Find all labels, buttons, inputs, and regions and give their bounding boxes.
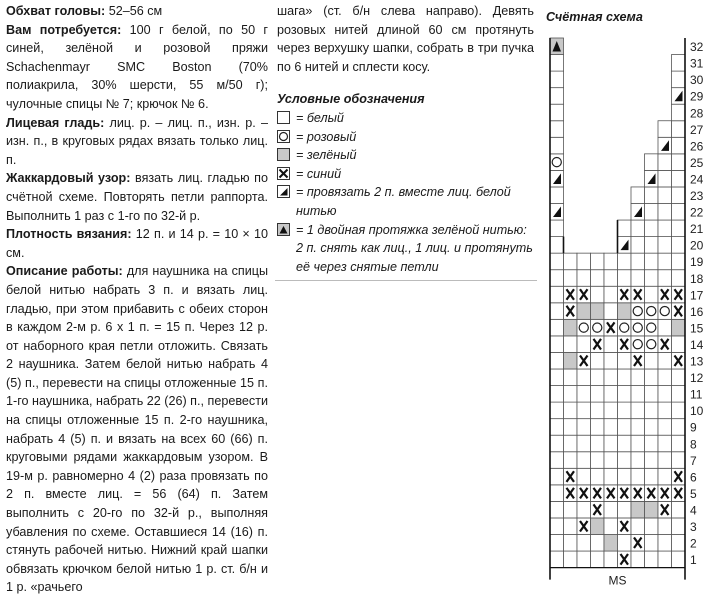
chart-cell [618,386,632,403]
chart-cell [672,435,686,452]
chart-cell [591,352,605,369]
row-label: 31 [690,56,704,71]
chart-cell [564,319,578,336]
chart-cell [645,369,659,386]
chart-cell [564,336,578,353]
chart-cell [658,468,672,485]
row-label: 19 [690,255,704,270]
chart-cell [591,452,605,469]
chart-cell [550,204,564,221]
row-label: 13 [690,354,704,369]
chart-cell [591,468,605,485]
chart-cell [672,187,686,204]
cross-symbol-icon [277,167,290,180]
chart-cell [658,319,672,336]
chart-cell [618,237,632,254]
chart-cell [564,270,578,287]
chart-cell [550,369,564,386]
chart-cell [645,386,659,403]
chart-cell [645,253,659,270]
chart-cell [631,435,645,452]
chart-cell [564,386,578,403]
row-label: 6 [690,470,697,485]
chart-ms-label: MS [608,573,627,588]
chart-cell [591,303,605,320]
row-label: 11 [690,387,703,402]
chart-cell [631,501,645,518]
chart-cell [550,485,564,502]
chart-cell [618,270,632,287]
chart-cell [672,170,686,187]
chart-cell [658,170,672,187]
chart-cell [672,386,686,403]
chart-cell [604,402,618,419]
chart-cell [577,253,591,270]
chart-cell [591,419,605,436]
chart-cell [631,386,645,403]
chart-cell [577,551,591,568]
head-size-line [6,2,268,21]
chart-cell [618,468,632,485]
chart-cell [604,286,618,303]
triangle-symbol-icon [277,185,290,198]
chart-cell [672,137,686,154]
instructions-column [6,2,268,597]
description-label: Описание работы: [6,264,123,279]
row-label: 30 [690,73,704,88]
chart-cell [631,518,645,535]
row-label: 8 [690,437,697,452]
chart-cell [550,170,564,187]
chart-cell [618,435,632,452]
description-text: для наушника на спицы белой нитью набрать 3 п. и вязать лиц. гладью, при этом прибавить с обеих сторон в каждом 2-м р. 6 х 1 п. = 15 п. Через 12 р. от наборного края петли отложить. Связать 2 наушника. Затем белой нитью набрать 4 (5) п., перевести на спицы отложенные 15 п. 1-го наушника, набрать 22 (26) п., перевести на спицы отложенные 15 п. 2-го наушника, набрать 4 (5) п. и вязать на всех 60 (66) п. круговыми рядами жаккардовым узором. В 19-м р. равномерно 4 (2) раза провязать по 2 п. вместе лиц. = 56 (64) п. Затем выполнить с 20-го по 32-й р., выполняя убавления по схеме. Оставшиеся 14 (16) п. стянуть рабочей нитью. Нижний край шапки обвязать крючком белой нитью 1 р. ст. б/н и 1 р. «рачьего [6,264,268,595]
chart-cell [550,352,564,369]
chart-cell [672,71,686,88]
chart-cell [550,71,564,88]
jacquard-text: вязать лиц. гладью по счётной схеме. Повторять петли раппорта. Выполнить 1 раз с 1-го по 32-й р. [6,171,269,223]
chart-cell [645,170,659,187]
chart-cell [672,535,686,552]
density-text: 12 п. и 14 р. = 10 × 10 см. [6,227,268,260]
head-size-label: Обхват головы: [6,4,106,18]
materials-text: 100 г белой, по 50 г синей, зелёной и розовой пряжи Schachenmayr SMC Boston (70% полиакрила, 30% шерсти, 55 м/50 г); чулочные спицы № 7; крючок № 6. [6,22,268,111]
row-label: 22 [690,205,704,220]
chart-cell [591,518,605,535]
chart-cell [645,535,659,552]
chart-cell [631,402,645,419]
chart-cell [618,369,632,386]
legend-item-gray-triangle [277,221,534,277]
chart-cell [604,386,618,403]
chart-cell [658,419,672,436]
legend-text: = 1 двойная протяжка зелёной нитью: 2 п. снять как лиц., 1 лиц. и протянуть её через снятые петли [296,222,533,274]
row-label: 29 [690,89,704,104]
density-label: Плотность вязания: [6,227,132,242]
chart-cell [672,104,686,121]
chart-cell [604,551,618,568]
continuation-text: шага» (ст. б/н слева направо). Девять розовых нитей длиной 60 см протянуть через верхушку шапки, собрать в три пучка по 6 нитей и сплести косу. [277,4,534,74]
chart-cell [618,452,632,469]
chart-cell [577,270,591,287]
row-label: 1 [690,553,697,568]
chart-cell [658,452,672,469]
chart-cell [658,386,672,403]
row-label: 3 [690,520,697,534]
row-label: 23 [690,189,704,203]
chart-cell [672,501,686,518]
row-label: 26 [690,139,704,154]
chart-cell [645,204,659,221]
chart-cell [631,419,645,436]
chart-cell [672,452,686,469]
chart-cell [645,352,659,369]
chart-cell [672,419,686,436]
chart-cell [631,187,645,204]
row-label: 15 [690,321,704,336]
legend-item-blank [277,109,534,128]
chart-cell [550,55,564,72]
chart-cell [577,402,591,419]
chart-cell [564,551,578,568]
chart-cell [550,319,564,336]
chart-cell [645,435,659,452]
chart-cell [604,369,618,386]
chart-cell [645,419,659,436]
row-label: 27 [690,122,704,137]
legend-rows [277,109,534,276]
chart-cell [564,452,578,469]
chart-cell [577,369,591,386]
chart-cell [658,551,672,568]
chart-cell [631,220,645,237]
chart-cell [604,352,618,369]
chart-cell [645,518,659,535]
chart-cell [604,518,618,535]
chart-cell [631,452,645,469]
chart-cell [604,468,618,485]
chart-cell [550,452,564,469]
chart-cell [672,319,686,336]
continuation-column [277,2,534,276]
chart-cell [591,286,605,303]
jacquard-paragraph [6,169,268,225]
chart-cell [618,352,632,369]
chart-cell [631,237,645,254]
chart-cell [658,352,672,369]
chart-cell [604,501,618,518]
row-label: 24 [690,172,704,187]
chart-cell [591,386,605,403]
chart-cell [658,535,672,552]
chart-cell [645,187,659,204]
chart-cell [550,518,564,535]
stockinette-text: лиц. р. – лиц. п., изн. р. – изн. п., в круговых рядах вязать только лиц. п. [6,115,268,167]
chart-cell [658,402,672,419]
chart-cell [658,518,672,535]
stockinette-paragraph [6,114,268,170]
row-label: 4 [690,503,697,518]
chart-cell [618,501,632,518]
chart-cell [550,187,564,204]
row-label: 32 [690,40,704,55]
chart-cell [604,535,618,552]
row-label: 5 [690,486,697,501]
chart-cell [564,253,578,270]
chart-cell [550,386,564,403]
chart-cell [658,121,672,138]
circle-symbol-icon [277,130,290,143]
chart-cell [550,121,564,138]
chart-cell [564,369,578,386]
chart-cell [564,501,578,518]
chart-cell [564,402,578,419]
chart-cell [550,286,564,303]
chart-cell [550,468,564,485]
description-paragraph [6,262,268,597]
legend-item-gray [277,146,534,165]
chart-cell [577,336,591,353]
chart-cell [591,270,605,287]
chart-cell [618,220,632,237]
chart-cell [631,253,645,270]
chart-cell [645,468,659,485]
chart-cell [550,88,564,105]
chart-cell [618,535,632,552]
chart-cell [672,154,686,171]
chart-cell [658,253,672,270]
chart-cell [604,253,618,270]
legend-divider [275,280,537,281]
chart-cell [591,535,605,552]
row-label: 17 [690,288,704,303]
chart-cell [672,237,686,254]
chart-cell [604,270,618,287]
chart-cell [618,253,632,270]
chart-cell [604,419,618,436]
chart-cell [604,303,618,320]
chart-cell [672,55,686,72]
chart-cell [550,402,564,419]
chart-cell [564,518,578,535]
legend-text: = белый [296,110,344,125]
chart-cell [645,501,659,518]
chart-cell [672,253,686,270]
chart-cell [550,270,564,287]
chart-cell [631,369,645,386]
chart-cell [550,419,564,436]
chart-cell [672,551,686,568]
chart-cell [658,154,672,171]
legend [277,90,534,276]
chart-cell [672,220,686,237]
chart-title: Счётная схема [546,10,643,24]
chart-cell [550,336,564,353]
chart-cell [618,402,632,419]
row-label: 12 [690,371,704,386]
chart-cell [591,435,605,452]
blank-symbol-icon [277,111,290,124]
chart-cell [577,435,591,452]
chart-cell [658,237,672,254]
row-label: 21 [690,222,704,237]
chart-cell [604,452,618,469]
head-size-value: 52–56 см [105,4,163,18]
chart-cell [631,204,645,221]
row-label: 25 [690,155,704,170]
legend-title: Условные обозначения [277,92,425,107]
legend-text: = провязать 2 п. вместе лиц. белой нитью [296,185,511,218]
chart-cell [645,286,659,303]
row-label: 9 [690,420,697,435]
chart-cell [672,369,686,386]
chart-cell [672,204,686,221]
stockinette-label: Лицевая гладь: [6,115,105,130]
chart-cell [658,137,672,154]
chart-cell [672,270,686,287]
chart-cell [550,435,564,452]
chart-cell [550,551,564,568]
chart-cell [577,452,591,469]
row-label: 28 [690,106,704,121]
chart-cell [604,435,618,452]
chart-cell [550,237,564,254]
legend-text: = зелёный [296,148,357,163]
row-label: 20 [690,238,704,253]
chart-cell [550,535,564,552]
chart-cell [672,88,686,105]
chart-cell [591,369,605,386]
row-label: 10 [690,404,704,419]
chart-cell [577,419,591,436]
row-label: 16 [690,304,704,319]
jacquard-label: Жаккардовый узор: [6,171,131,186]
row-label: 7 [690,453,697,468]
gray-symbol-icon [277,148,290,161]
gray-triangle-symbol-icon [277,223,290,236]
chart-cell [577,501,591,518]
chart-cell [672,336,686,353]
chart-cell [645,237,659,254]
chart-cell [591,402,605,419]
chart-cell [672,121,686,138]
legend-item-circle [277,128,534,147]
chart-cell [577,303,591,320]
materials-label: Вам потребуется: [6,22,122,37]
chart-cell [645,402,659,419]
chart-cell [604,336,618,353]
chart-cell [550,501,564,518]
chart-cell [631,468,645,485]
row-label: 2 [690,536,697,551]
chart-cell [672,518,686,535]
chart-cell [645,270,659,287]
row-label: 14 [690,337,704,352]
chart-cell [631,551,645,568]
chart-cell [577,386,591,403]
chart-cell [658,369,672,386]
chart-cell [564,535,578,552]
chart-cell [658,187,672,204]
materials-paragraph [6,21,268,114]
chart-cell [658,435,672,452]
chart-cell [591,253,605,270]
chart-cell [645,551,659,568]
row-label: 18 [690,271,704,286]
chart-cell [577,468,591,485]
chart-cell [645,154,659,171]
chart-cell [577,535,591,552]
chart-cell [564,435,578,452]
legend-item-cross [277,165,534,184]
chart-cell [618,303,632,320]
chart-cell [658,204,672,221]
chart-cell [672,402,686,419]
chart-cell [631,270,645,287]
chart-cell [658,270,672,287]
legend-text: = синий [296,166,342,181]
chart-cell [591,551,605,568]
chart-cell [550,104,564,121]
chart-cell [645,220,659,237]
chart-cell [618,419,632,436]
chart-cell [550,253,564,270]
legend-item-triangle [277,183,534,220]
chart-cell [564,352,578,369]
chart-cell [564,419,578,436]
legend-text: = розовый [296,129,357,144]
chart-cell [550,303,564,320]
chart-cell [645,452,659,469]
density-paragraph [6,225,268,262]
chart-cell [658,220,672,237]
knitting-chart [548,36,704,588]
chart-cell [550,220,564,237]
chart-cell [550,137,564,154]
